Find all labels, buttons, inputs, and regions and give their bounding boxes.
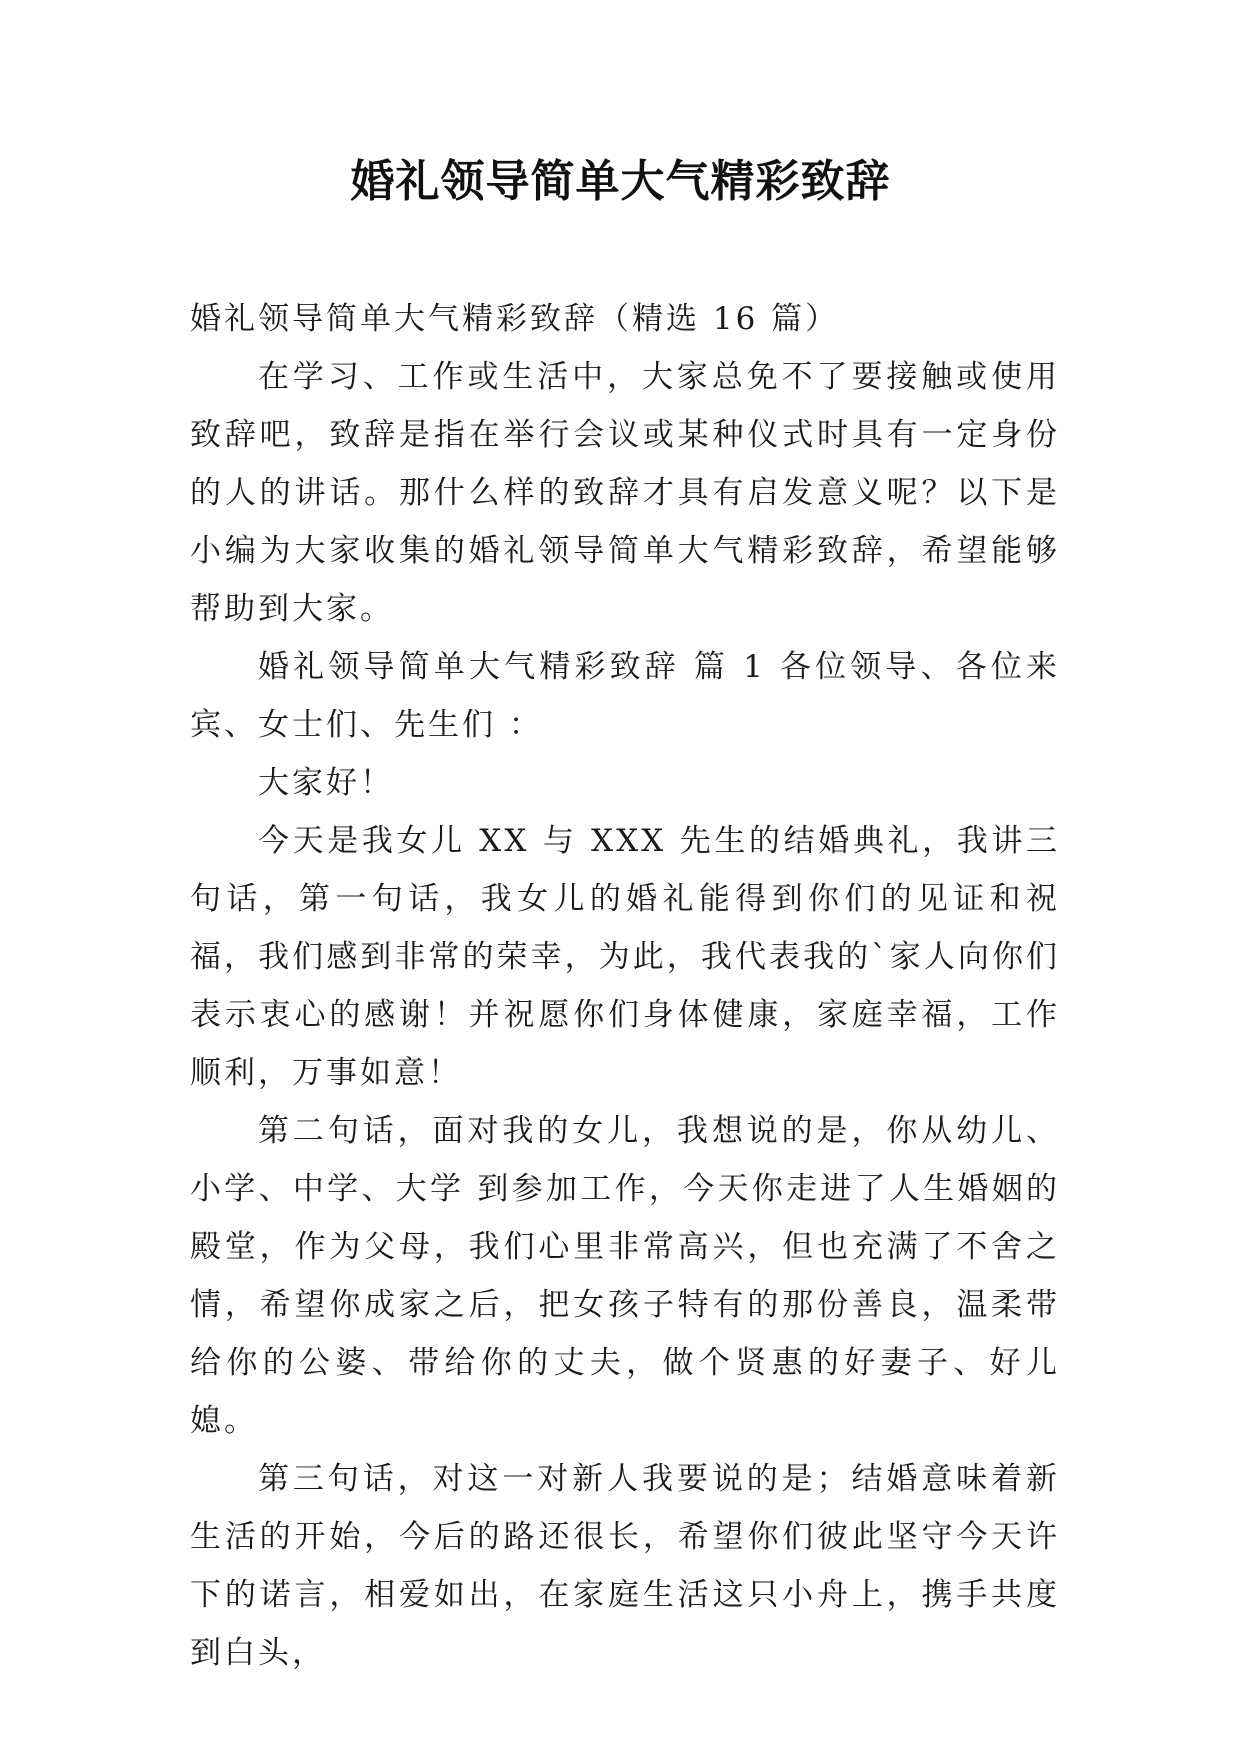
paragraph-third-point: 第三句话，对这一对新人我要说的是；结婚意味着新生活的开始，今后的路还很长，希望你们彼此坚守今天许下的诺言，相爱如出，在家庭生活这只小舟上，携手共度到白头， <box>190 1461 1060 1671</box>
paragraph-second-point: 第二句话，面对我的女儿，我想说的是，你从幼儿、小学、中学、大学 到参加工作，今天你走进了人生婚姻的殿堂，作为父母，我们心里非常高兴，但也充满了不舍之情，希望你成家之后，把女孩子特有的那份善良，温柔带给你的公婆、带给你的丈夫，做个贤惠的好妻子、好儿媳。 <box>190 1113 1060 1439</box>
paragraph-intro: 在学习、工作或生活中，大家总免不了要接触或使用致辞吧，致辞是指在举行会议或某种仪式时具有一定身份的人的讲话。那什么样的致辞才具有启发意义呢？以下是小编为大家收集的婚礼领导简单大气精彩致辞，希望能够帮助到大家。 <box>190 359 1060 627</box>
paragraph-salutation: 婚礼领导简单大气精彩致辞 篇 1 各位领导、各位来宾、女士们、先生们 ： <box>190 649 1060 743</box>
paragraph-first-point: 今天是我女儿 XX 与 XXX 先生的结婚典礼，我讲三句话，第一句话，我女儿的婚礼能得到你们的见证和祝福，我们感到非常的荣幸，为此，我代表我的`家人向你们表示衷心的感谢！并祝愿你们身体健康，家庭幸福，工作顺利，万事如意！ <box>190 823 1060 1091</box>
paragraph-subtitle: 婚礼领导简单大气精彩致辞（精选 16 篇） <box>190 301 840 337</box>
document-body <box>190 290 1060 1682</box>
document-title: 婚礼领导简单大气精彩致辞 <box>350 156 891 207</box>
paragraph-greeting: 大家好！ <box>258 765 394 801</box>
